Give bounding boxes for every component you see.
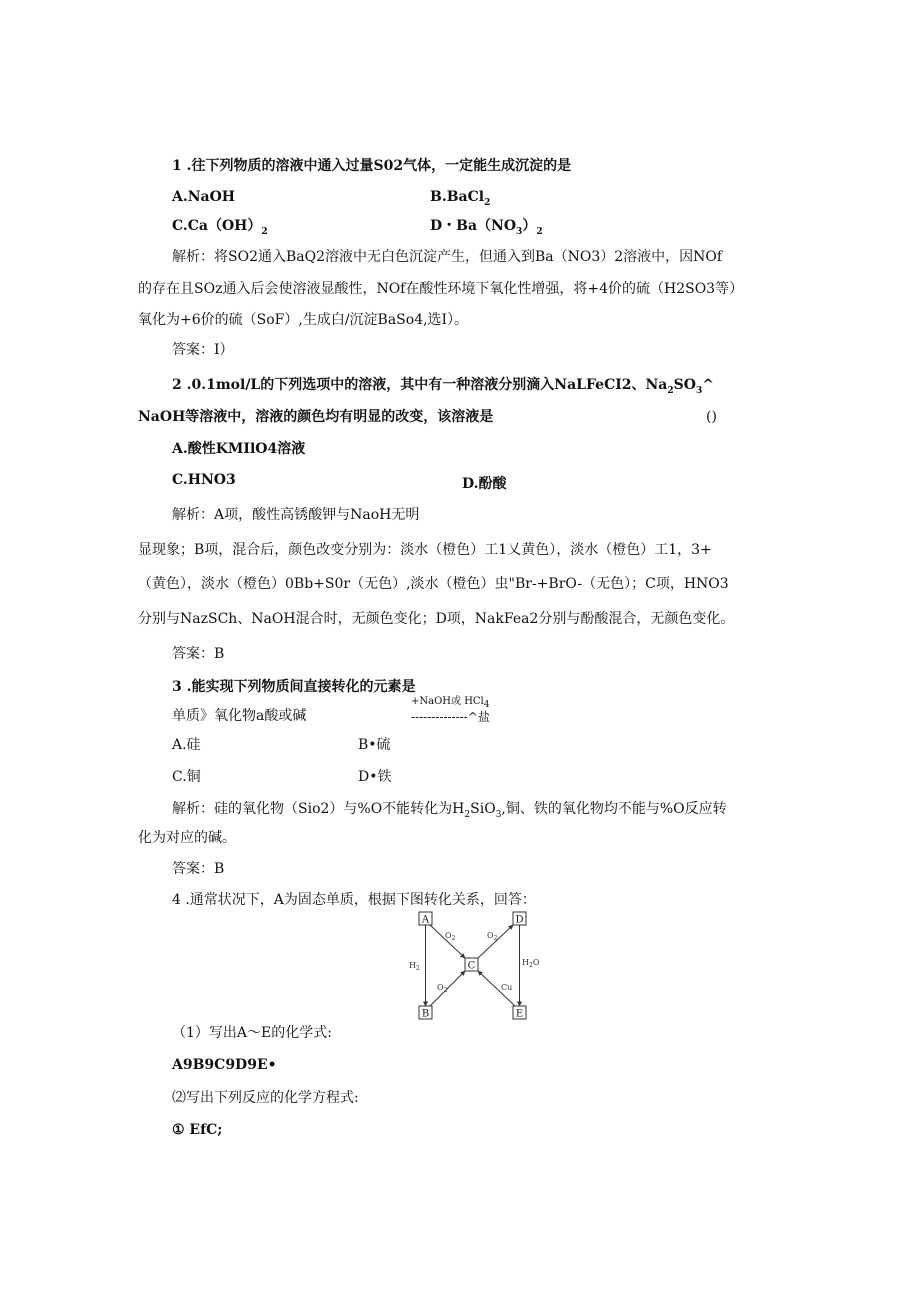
q1-analysis-line-3: 氧化为+6价的硫（SoF）,生成白/沉淀BaSo4,选I）。 [138,312,469,328]
q3-chain-arrow: --------------^盐 [411,710,490,724]
q1-option-b: B.BaCl$_2$ [430,189,491,208]
q1-option-c: $C.Ca(OH)_2$ [172,218,268,237]
q2-stem-line-1: 2 .0.1mol/L的下列选项中的溶液，其中有一种溶液分别滴入NaLFeCI2、$Na_2SO_3\^{}$ [172,377,714,396]
q2-stem-line-2: NaOH等溶液中，溶液的颜色均有明显的改变，该溶液是 [138,409,494,425]
q3-option-a: A.硅 [172,737,201,753]
q2-option-c: C.HNO3 [172,472,236,488]
label-a-c: $O_2$ [445,931,456,942]
node-d-label: D [515,914,524,926]
label-c-d: $O_2$ [487,931,498,942]
q3-conversion-chain: 单质》氧化物a酸或碱 [172,708,307,724]
q2-analysis-line-3: （黄色），淡水（橙色）0Bb+S0r（无色）,淡水（橙色）虫"Br-+BrO-（无色）；C项，HNO3 [138,576,729,592]
q1-analysis-line-1: 解析：将SO2通入BaQ2溶液中无白色沉淀产生，但通入到Ba（NO3）2溶液中，因NOf [172,249,723,265]
q2-analysis-line-2: 显现象；B项，混合后，颜色改变分别为：淡水（橙色）工1乂黄色），淡水（橙色）工1，3+ [138,542,712,558]
q4-formulas: A9B9C9D9E• [172,1057,277,1073]
q4-part-2: ⑵写出下列反应的化学方程式: [172,1090,359,1106]
q3-analysis-line-1: 解析：硅的氧化物（Sio2）与%O不能转化为$H_2SiO_3$,铜、铁的氧化物均不能与%O反应转 [172,801,727,820]
q4-stem: 4 .通常状况下，A为固态单质，根据下图转化关系，回答： [172,892,536,908]
q3-answer: 答案：B [172,861,225,877]
q3-option-d: D•铁 [358,769,392,785]
q2-option-d: D.酚酸 [462,476,507,492]
label-d-e: $H_2O$ [522,958,540,969]
q2-answer-bracket: () [706,409,717,425]
label-a-b: $H_2$ [409,961,420,972]
node-b-label: B [421,1008,430,1020]
node-a-label: A [421,914,430,926]
arrow-a-to-c [430,925,465,958]
q3-option-c: C.铜 [172,769,201,785]
node-e-label: E [515,1008,524,1020]
q1-answer: 答案：I） [172,342,234,358]
q4-part-1: （1）写出A～E的化学式: [172,1025,332,1041]
q3-option-b: B•硫 [358,737,391,753]
q4-item-1: ① EfC; [172,1122,223,1138]
q2-analysis-line-4: 分别与NazSCh、NaOH混合时，无颜色变化；D项，NakFea2分别与酚酸混合，无颜色变化。 [138,611,735,627]
q2-analysis-line-1: 解析：A项，酸性高锈酸钾与NaoH无明 [172,507,420,523]
q1-option-d: D・$Ba(NO_3)_2$ [430,218,543,237]
q1-option-a: A.NaOH [172,189,236,205]
q2-option-a: A.酸性KMIlO4溶液 [172,441,306,457]
q3-stem: 3 .能实现下列物质间直接转化的元素是 [172,679,416,695]
label-b-c: $O_2$ [437,983,448,994]
q1-stem: 1 .往下列物质的溶液中通入过量S02气体，一定能生成沉淀的是 [172,158,572,174]
q1-analysis-line-2: 的存在且SOz通入后会使溶液显酸性，NOf在酸性环境下氧化性增强，将+4价的硫（H2SO3等） [138,281,744,297]
label-e-c: Cu [501,983,513,992]
conversion-diagram [405,908,555,1026]
q2-answer: 答案：B [172,646,225,662]
q3-analysis-line-2: 化为对应的碱。 [138,830,236,846]
q3-chain-reagent: +NaOH或 HCl$_4$ [411,696,490,710]
node-c-label: C [467,960,476,972]
arrow-b-to-c [430,971,465,1006]
